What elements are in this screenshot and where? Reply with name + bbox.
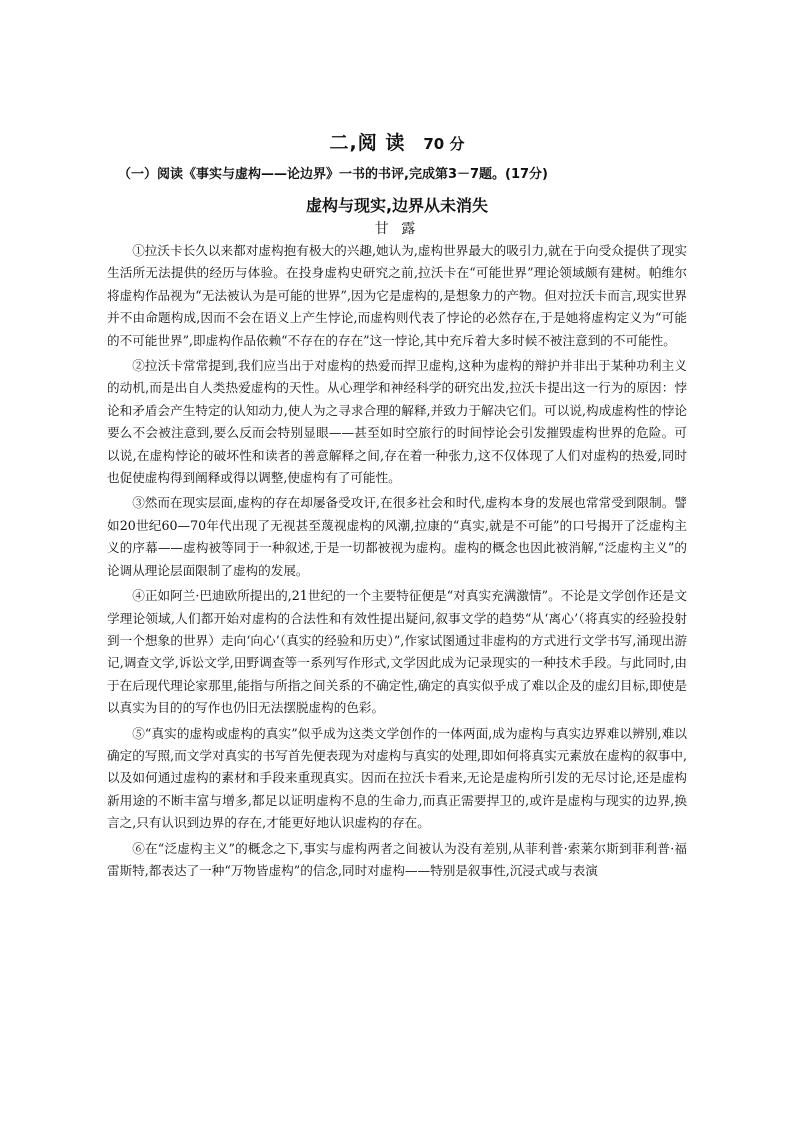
section-title-text: 二,阅 读	[329, 132, 406, 154]
paragraph-5: ⑤“真实的虚构或虚构的真实”似乎成为这类文学创作的一体两面,成为虚构与真实边界难以辨别,难以确定的写照,而文学对真实的书写首先便表现为对虚构与真实的处理,即如何将真实元素放在虚构的叙事中,以及如何通过虚构的素材和手段来重现真实。因而在拉沃卡看来,无论是虚构所引发的无尽讨论,还是虚构新用途的不断丰富与增多,都足以证明虚构不息的生命力,而真正需要捍卫的,或许是虚构与现实的边界,换言之,只有认识到边界的存在,才能更好地认识虚构的存在。	[107, 725, 687, 831]
paragraph-2: ②拉沃卡常常提到,我们应当出于对虚构的热爱而捍卫虚构,这种为虚构的辩护并非出于某种功利主义的动机,而是出自人类热爱虚构的天性。从心理学和神经科学的研究出发,拉沃卡提出这一行为的原因：悖论和矛盾会产生特定的认知动力,使人为之寻求合理的解释,并致力于解决它们。可以说,构成虚构性的悖论要么不会被注意到,要么反而会特别显眼——甚至如时空旅行的时间悖论会引发摧毁虚构世界的危险。可以说,在虚构悖论的破坏性和读者的善意解释之间,存在着一种张力,这不仅体现了人们对虚构的热爱,同时也促使虚构得到阐释或得以调整,使虚构有了可能性。	[107, 358, 687, 486]
paragraph-4: ④正如阿兰·巴迪欧所提出的,21世纪的一个主要特征便是“对真实充满激情”。不论是文学创作还是文学理论领域,人们都开始对虚构的合法性和有效性提出疑问,叙事文学的趋势“从‘离心’（将真实的经验投射到一个想象的世界）走向‘向心’（真实的经验和历史）”,作家试图通过非虚构的方式进行文学书写,涌现出游记,调查文学,诉讼文学,田野调查等一系列写作形式,文学因此成为记录现实的一种技术手段。与此同时,由于在后现代理论家那里,能指与所指之间关系的不确定性,确定的真实似乎成了难以企及的虚幻目标,即使是以真实为目的的写作也仍旧无法摆脱虚构的色彩。	[107, 588, 687, 716]
paragraph-3: ③然而在现实层面,虚构的存在却屡备受攻讦,在很多社会和时代,虚构本身的发展也常常受到限制。譬如20世纪60—70年代出现了无视甚至蔑视虚构的风潮,拉康的“真实,就是不可能”的口号揭开了泛虚构主义的序幕——虚构被等同于一种叙述,于是一切都被视为虚构。虚构的概念也因此被消解,“泛虚构主义”的论调从理论层面限制了虚构的发展。	[107, 495, 687, 578]
article-body	[107, 240, 687, 885]
section-score: 70 分	[423, 135, 465, 153]
article-author: 甘 露	[374, 221, 420, 237]
paragraph-1: ①拉沃卡长久以来都对虚构抱有极大的兴趣,她认为,虚构世界最大的吸引力,就在于向受众提供了现实生活所无法提供的经历与体验。在投身虚构史研究之前,拉沃卡在“可能世界”理论领域颇有建树。帕维尔将虚构作品视为“无法被认为是可能的世界”,因为它是虚构的,是想象力的产物。但对拉沃卡而言,现实世界并不由命题构成,因而不会在语义上产生悖论,而虚构则代表了悖论的必然存在,于是她将虚构定义为“可能的不可能世界”,即虚构作品依赖“不存在的存在”这一悖论,其中充斥着大多时候不被注意到的不可能性。	[107, 243, 687, 348]
section-heading	[0, 128, 794, 155]
paragraph-6: ⑥在“泛虚构主义”的概念之下,事实与虚构两者之间被认为没有差别,从菲利普·索莱尔斯到菲利普·福雷斯特,都表达了一种“万物皆虚构”的信念,同时对虚构——特别是叙事性,沉浸式或与表演	[107, 840, 687, 878]
question-instruction: （一）阅读《事实与虚构——论边界》一书的书评,完成第3－7题。(17分)	[118, 167, 549, 182]
article-title: 虚构与现实,边界从未消失	[305, 196, 489, 215]
